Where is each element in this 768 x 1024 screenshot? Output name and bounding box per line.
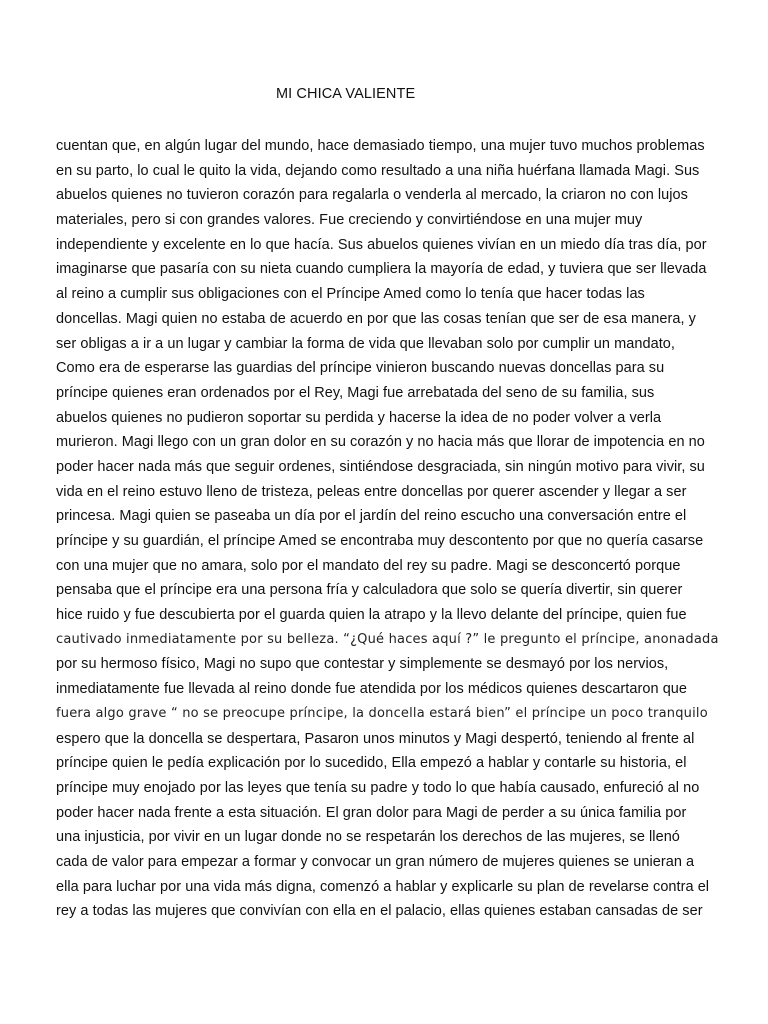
text-line: con una mujer que no amara, solo por el mandato del rey su padre. Magi se desconcertó porque xyxy=(56,557,681,574)
text-line: príncipe muy enojado por las leyes que tenía su padre y todo lo que había causado, enfureció al no xyxy=(56,779,700,796)
text-line: cuentan que, en algún lugar del mundo, hace demasiado tiempo, una mujer tuvo muchos problemas xyxy=(56,138,705,154)
text-line: princesa. Magi quien se paseaba un día por el jardín del reino escucho una conversación entre el xyxy=(56,508,687,525)
text-line: por su hermoso físico, Magi no supo que contestar y simplemente se desmayó por los nervios, xyxy=(56,656,669,673)
text-line: poder hacer nada más que seguir ordenes, sintiéndose desgraciada, sin ningún motivo para vivir, su xyxy=(56,458,705,475)
text-line: abuelos quienes no pudieron soportar su perdida y hacerse la idea de no poder volver a verla xyxy=(56,409,662,426)
text-line: imaginarse que pasaría con su nieta cuando cumpliera la mayoría de edad, y tuviera que ser llevada xyxy=(56,261,707,278)
text-line: vida en el reino estuvo lleno de tristeza, peleas entre doncellas por querer ascender y llegar a ser xyxy=(56,483,687,500)
text-line: murieron. Magi llego con un gran dolor en su corazón y no hacia más que llorar de impotencia en no xyxy=(56,434,705,451)
text-line: cada de valor para empezar a formar y convocar un gran número de mujeres quienes se unieran a xyxy=(56,853,695,870)
text-line: materiales, pero si con grandes valores. Fue creciendo y convirtiéndose en una mujer muy xyxy=(56,212,643,229)
text-line: príncipe quien le pedía explicación por lo sucedido, Ella empezó a hablar y contarle su historia, el xyxy=(56,755,687,772)
text-line: inmediatamente fue llevada al reino donde fue atendida por los médicos quienes descartaron que xyxy=(56,681,688,698)
text-line: cautivado inmediatamente por su belleza. “¿Qué haces aquí ?” le pregunto el príncipe, anonadada xyxy=(56,631,719,647)
text-line: poder hacer nada frente a esta situación. El gran dolor para Magi de perder a su única familia por xyxy=(56,804,687,821)
text-line: Como era de esperarse las guardias del príncipe vinieron buscando nuevas doncellas para su xyxy=(56,360,665,377)
text-line: al reino a cumplir sus obligaciones con el Príncipe Amed como lo tenía que hacer todas las xyxy=(56,286,645,303)
text-line: príncipe y su guardián, el príncipe Amed se encontraba muy descontento por que no quería casarse xyxy=(56,533,704,549)
text-line: independiente y excelente en lo que hacía. Sus abuelos quienes vivían en un miedo día tras día, por xyxy=(56,236,707,253)
document-body xyxy=(56,134,756,924)
text-line: ella para luchar por una vida más digna, comenzó a hablar y explicarle su plan de revelarse contra el xyxy=(56,878,710,895)
text-line: hice ruido y fue descubierta por el guarda quien la atrapo y la llevo delante del príncipe, quien fue xyxy=(56,607,687,624)
text-line: pensaba que el príncipe era una persona fría y calculadora que solo se quería divertir, sin querer xyxy=(56,582,683,599)
document-title: MI CHICA VALIENTE xyxy=(276,86,416,102)
text-line: príncipe quienes eran ordenados por el Rey, Magi fue arrebatada del seno de su familia, sus xyxy=(56,384,655,401)
text-line: rey a todas las mujeres que convivían con ella en el palacio, ellas quienes estaban cansadas de ser xyxy=(56,903,703,920)
text-line: una injusticia, por vivir en un lugar donde no se respetarán los derechos de las mujeres, se llenó xyxy=(56,829,680,846)
text-line: ser obligas a ir a un lugar y cambiar la forma de vida que llevaban solo por cumplir un mandato, xyxy=(56,335,675,352)
text-line: espero que la doncella se despertara, Pasaron unos minutos y Magi despertó, teniendo al frente al xyxy=(56,730,695,747)
text-line: abuelos quienes no tuvieron corazón para regalarla o venderla al mercado, la criaron no con lujos xyxy=(56,187,688,204)
text-line: fuera algo grave “ no se preocupe príncipe, la doncella estará bien” el príncipe un poco tranquilo xyxy=(56,705,708,721)
text-line: en su parto, lo cual le quito la vida, dejando como resultado a una niña huérfana llamada Magi. Sus xyxy=(56,162,700,179)
text-line: doncellas. Magi quien no estaba de acuerdo en por que las cosas tenían que ser de esa manera, y xyxy=(56,310,696,327)
